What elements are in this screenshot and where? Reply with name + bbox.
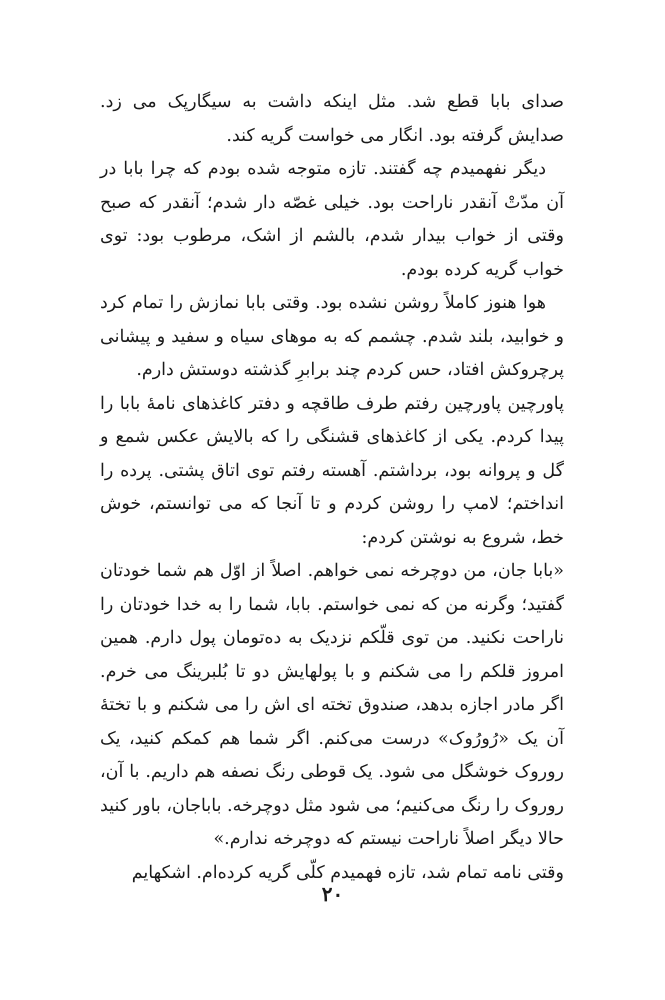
paragraph-1: صدای بابا قطع شد. مثل اینکه داشت به سیگارپک می زد. صدایش گرفته بود. انگار می خواست گریه کند. <box>100 92 564 146</box>
paragraph-3: هوا هنوز کاملاً روشن نشده بود. وقتی بابا نمازش را تمام کرد و خوابید، بلند شدم. چشمم که به موهای سیاه و سفید و پیشانی پرچروکش افتاد، حس کردم چند برابرِ گذشته دوستش دارم. <box>100 293 564 380</box>
paragraph-6: وقتی نامه تمام شد، تازه فهمیدم کلّی گریه کرده‌ام. اشکهایم <box>131 862 564 883</box>
paragraph-2: دیگر نفهمیدم چه گفتند. تازه متوجه شده بودم که چرا بابا در آن مدّتْ آنقدر ناراحت بود. خیلی غصّه دار شدم؛ آنقدر که صبح وقتی از خواب بیدار شدم، بالشم از اشک، مرطوب بود: توی خواب گریه کرده بودم. <box>100 159 564 280</box>
paragraph-5-letter: «بابا جان، من دوچرخه نمی خواهم. اصلاً از اوّل هم شما خودتان گفتید؛ وگرنه من که نمی خواستم. بابا، شما را به خدا خودتان را ناراحت نکنید. من توی قلّکم نزدیک به ده‌تومان پول دارم. همین امروز قلکم را می شکنم و با پولهایش دو تا بُلبرینگ می خرم. اگر مادر اجازه بدهد، صندوق تخته ای اش را می شکنم و با تختهٔ آن یک «رُورُوک» درست می‌کنم. اگر شما هم کمکم کنید، یک روروک خوشگل می شود. یک قوطی رنگ نصفه هم داریم. با آن، روروک را رنگ می‌کنیم؛ می شود مثل دوچرخه. باباجان، باور کنید حالا دیگر اصلاً ناراحت نیستم که دوچرخه ندارم.» <box>100 561 564 849</box>
page-number: ۲۰ <box>321 882 344 906</box>
book-page-text <box>100 86 564 890</box>
paragraph-4: پاورچین پاورچین رفتم طرف طاقچه و دفتر کاغذهای نامهٔ بابا را پیدا کردم. یکی از کاغذهای قشنگی را که بالایش عکس شمع و گل و پروانه بود، برداشتم. آهسته رفتم توی اتاق پشتی. پرده را انداختم؛ لامپ را روشن کردم و تا آنجا که می توانستم، خوش خط، شروع به نوشتن کردم: <box>100 393 564 548</box>
